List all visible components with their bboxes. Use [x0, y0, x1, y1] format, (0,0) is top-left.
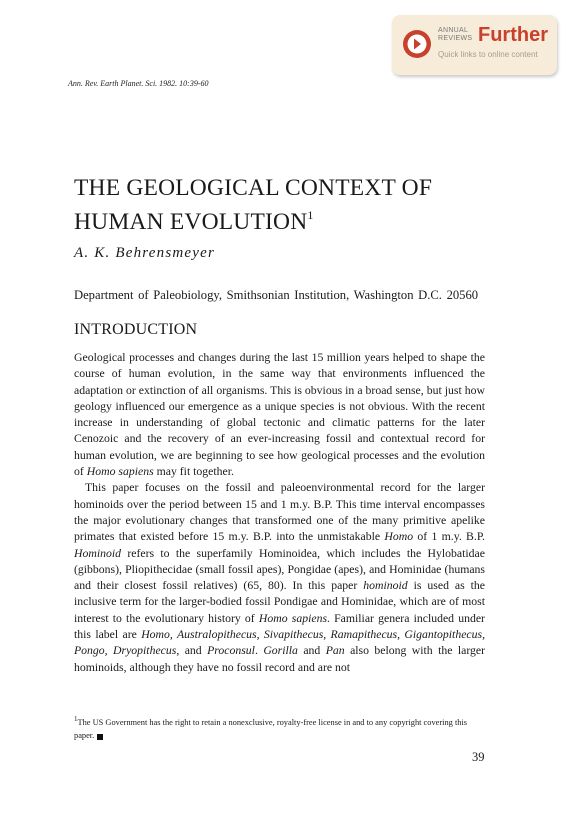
- badge-further-label: Further: [478, 24, 548, 46]
- footnote-text: The US Government has the right to retain a nonexclusive, royalty-free license in and to any copyright covering this paper.: [74, 717, 468, 740]
- play-circle-icon: [402, 29, 432, 59]
- footnote: [74, 713, 487, 742]
- section-heading: INTRODUCTION: [74, 321, 198, 338]
- author-affiliation: Department of Paleobiology, Smithsonian Institution, Washington D.C. 20560: [74, 288, 479, 302]
- paragraph-1: Geological processes and changes during the last 15 million years helped to shape the course of human evolution, in the same way that environments influenced the adaptation or extinction of all organisms. This is obvious in a broad sense, but just how geology influenced our emergence as a unique species is not obvious. With the recent increase in understanding of global tectonic and climatic patterns for the later Cenozoic and the recovery of an ever-increasing fossil and contextual record for human evolution, we are beginning to see how geological processes and the evolution of Homo sapiens may fit together.: [74, 351, 485, 479]
- badge-reviews-label: REVIEWS: [438, 35, 473, 42]
- badge-annual-reviews-label: [438, 27, 478, 43]
- annual-reviews-further-badge[interactable]: [392, 15, 557, 75]
- title-line-2: HUMAN EVOLUTION: [74, 209, 308, 235]
- title-footnote-mark[interactable]: 1: [307, 208, 314, 222]
- end-mark: [97, 734, 103, 740]
- species-name: Homo sapiens: [86, 465, 154, 479]
- page-number: 39: [472, 750, 485, 764]
- article-title: [74, 175, 514, 236]
- paragraph-2: This paper focuses on the fossil and paleoenvironmental record for the larger hominoids over the period between 15 and 1 m.y. B.P. This time interval encompasses the major evolutionary changes that transformed one of the many primitive apelike primates that existed before 15 m.y. B.P. into the unmistakable Homo of 1 m.y. B.P. Hominoid refers to the superfamily Hominoidea, which includes the Hylobatidae (gibbons), Pliopithecidae (small fossil apes), Pongidae (apes), and Hominidae (humans and their closest fossil relatives) (65, 80). In this paper hominoid is used as the inclusive term for the larger-bodied fossil Pondigae and Hominidae, which are of most interest to the evolutionary history of Homo sapiens. Familiar genera included under this label are Homo, Australopithecus, Sivapithecus, Ramapithecus, Gigantopithecus, Pongo, Dryopithecus, and Proconsul. Gorilla and Pan also belong with the larger hominoids, although they have no fossil record and are not: [74, 481, 486, 674]
- journal-citation: Ann. Rev. Earth Planet. Sci. 1982. 10:39-60: [68, 79, 209, 88]
- footnote-mark: 1: [74, 715, 78, 723]
- badge-annual-label: ANNUAL: [438, 27, 469, 34]
- author-name: A. K. Behrensmeyer: [74, 245, 216, 261]
- badge-subtitle: Quick links to online content: [438, 50, 538, 59]
- body-text: [74, 350, 485, 676]
- title-line-1: THE GEOLOGICAL CONTEXT OF: [74, 175, 433, 201]
